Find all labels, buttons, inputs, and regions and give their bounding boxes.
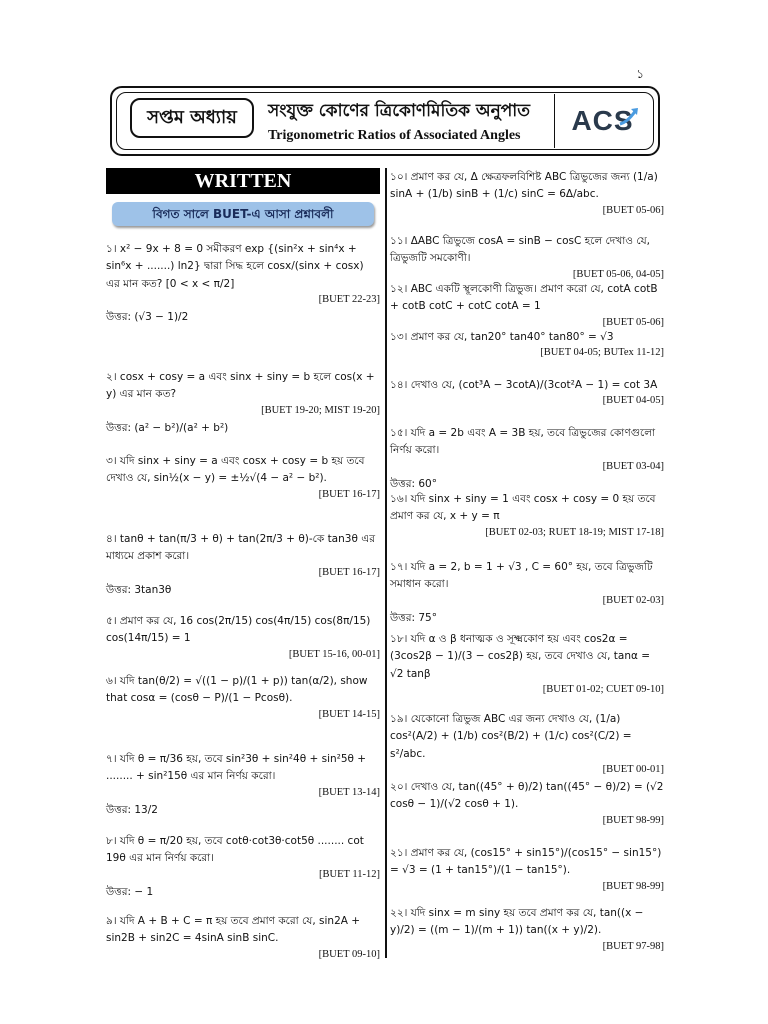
chapter-title-bn: সংযুক্ত কোণের ত্রিকোণমিতিক অনুপাত [268, 101, 530, 121]
question-text: ২০। দেখাও যে, tan((45° + θ)/2) tan((45° − θ)/2) = (√2 cosθ − 1)/(√2 cosθ + 1). [390, 781, 664, 811]
question-item [390, 424, 664, 492]
chapter-header [110, 86, 660, 156]
question-item [390, 280, 664, 331]
question-text: ২। cosx + cosy = a এবং sinx + siny = b হলে cos(x + y) এর মান কত? [106, 371, 375, 401]
section-subtitle: বিগত সালে BUET-এ আসা প্রশ্নাবলী [112, 202, 374, 226]
chapter-label: সপ্তম অধ্যায় [130, 98, 254, 138]
question-item [106, 452, 380, 503]
question-text: ৪। tanθ + tan(π/3 + θ) + tan(2π/3 + θ)-কে tan3θ এর মাধ্যমে প্রকাশ করো। [106, 533, 375, 563]
question-source: [BUET 05-06, 04-05] [572, 268, 664, 280]
question-source: [BUET 04-05; BUTex 11-12] [540, 347, 664, 359]
question-text: ৭। যদি θ = π/36 হয়, তবে sin²3θ + sin²4θ + sin²5θ + ........ + sin²15θ এর মান নির্ণয় করো। [106, 753, 367, 783]
question-item [106, 832, 380, 900]
question-item [390, 232, 664, 283]
question-text: ১। x² − 9x + 8 = 0 সমীকরণ exp {(sin²x + sin⁴x + sin⁶x + .......) ln2} দ্বারা সিদ্ধ হলে cosx/(sinx + cosx) এর মান কত? [0 < x < π/2] [106, 243, 364, 290]
question-text: ২১। প্রমাণ কর যে, (cos15° + sin15°)/(cos15° − sin15°) = √3 = (1 + tan15°)/(1 − tan15°). [390, 847, 662, 877]
question-item [106, 530, 380, 598]
question-text: ১১। ΔABC ত্রিভুজে cosA = sinB − cosC হলে দেখাও যে, ত্রিভুজটি সমকোণী। [390, 235, 650, 265]
question-source: [BUET 97-98] [602, 940, 664, 952]
question-item [390, 844, 664, 895]
left-column [106, 168, 380, 960]
question-item [390, 168, 664, 219]
question-source: [BUET 02-03; RUET 18-19; MIST 17-18] [485, 526, 664, 538]
question-source: [BUET 04-05] [602, 395, 664, 407]
question-item [390, 778, 664, 829]
question-text: ৯। যদি A + B + C = π হয় তবে প্রমাণ করো যে, sin2A + sin2B + sin2C = 4sinA sinB sinC. [106, 915, 361, 945]
question-source: [BUET 98-99] [602, 880, 664, 892]
arrow-icon [618, 106, 640, 128]
question-source: [BUET 01-02; CUET 09-10] [542, 683, 664, 695]
question-answer: উত্তর: − 1 [106, 885, 154, 898]
question-item [106, 240, 380, 325]
question-source: [BUET 09-10] [318, 948, 380, 960]
question-text: ১২। ABC একটি স্থূলকোণী ত্রিভুজ। প্রমাণ করো যে, cotA cotB + cotB cotC + cotC cotA = 1 [390, 283, 658, 313]
question-item [390, 710, 664, 778]
question-text: ১৯। যেকোনো ত্রিভুজ ABC এর জন্য দেখাও যে, (1/a) cos²(A/2) + (1/b) cos²(B/2) + (1/c) cos²(C/2) = s²/abc. [390, 713, 632, 760]
question-source: [BUET 05-06] [602, 204, 664, 216]
question-answer: উত্তর: 75° [390, 611, 437, 624]
question-item [390, 904, 664, 955]
question-answer: উত্তর: (a² − b²)/(a² + b²) [106, 421, 229, 434]
page-number: ১ [636, 67, 644, 81]
acs-logo [554, 94, 650, 148]
question-answer: উত্তর: 3tan3θ [106, 583, 172, 596]
question-source: [BUET 19-20; MIST 19-20] [261, 404, 380, 416]
question-source: [BUET 14-15] [318, 708, 380, 720]
question-source: [BUET 00-01] [602, 763, 664, 775]
column-divider [385, 168, 387, 958]
question-text: ২২। যদি sinx = m siny হয় তবে প্রমাণ কর যে, tan((x − y)/2) = ((m − 1)/(m + 1)) tan((x + y)/2). [390, 907, 644, 937]
question-text: ৬। যদি tan(θ/2) = √((1 − p)/(1 + p)) tan(α/2), show that cosα = (cosθ − P)/(1 − Pcosθ). [106, 675, 368, 705]
question-source: [BUET 16-17] [318, 488, 380, 500]
question-text: ১৩। প্রমাণ কর যে, tan20° tan40° tan80° = √3 [390, 331, 614, 343]
question-text: ১০। প্রমাণ কর যে, Δ ক্ষেত্রফলবিশিষ্ট ABC ত্রিভুজের জন্য (1/a) sinA + (1/b) sinB + (1/c) sinC = 6Δ/abc. [390, 171, 658, 201]
question-text: ১৪। দেখাও যে, (cot³A − 3cotA)/(3cot²A − 1) = cot 3A [390, 379, 658, 391]
question-answer: উত্তর: (√3 − 1)/2 [106, 311, 189, 324]
question-item [390, 630, 664, 698]
question-source: [BUET 02-03] [602, 594, 664, 606]
question-item [106, 750, 380, 818]
written-heading: WRITTEN [106, 168, 380, 194]
question-text: ১৭। যদি a = 2, b = 1 + √3 , C = 60° হয়, তবে ত্রিভুজটি সমাধান করো। [390, 561, 653, 591]
question-item [390, 376, 664, 410]
question-text: ১৮। যদি α ও β ধনাত্মক ও সূক্ষ্মকোণ হয় এবং cos2α = (3cos2β − 1)/(3 − cos2β) হয়, তবে দেখাও যে, tanα = √2 tanβ [390, 633, 651, 680]
question-source: [BUET 98-99] [602, 814, 664, 826]
question-text: ৩। যদি sinx + siny = a এবং cosx + cosy = b হয় তবে দেখাও যে, sin½(x − y) = ±½√(4 − a² − b²). [106, 455, 365, 485]
question-source: [BUET 22-23] [318, 293, 380, 305]
question-item [390, 558, 664, 626]
question-source: [BUET 13-14] [318, 786, 380, 798]
question-source: [BUET 11-12] [319, 868, 380, 880]
question-item [390, 328, 664, 362]
chapter-title-en: Trigonometric Ratios of Associated Angles [268, 128, 521, 143]
question-text: ১৬। যদি sinx + siny = 1 এবং cosx + cosy = 0 হয় তবে প্রমাণ কর যে, x + y = π [390, 493, 656, 523]
question-text: ৫। প্রমাণ কর যে, 16 cos(2π/15) cos(4π/15) cos(8π/15) cos(14π/15) = 1 [106, 615, 371, 645]
question-source: [BUET 15-16, 00-01] [288, 648, 380, 660]
question-source: [BUET 16-17] [318, 566, 380, 578]
question-answer: উত্তর: 60° [390, 477, 437, 490]
question-source: [BUET 03-04] [602, 460, 664, 472]
question-item [106, 368, 380, 436]
logo-text: ACS [571, 105, 634, 136]
question-item [390, 490, 664, 541]
question-answer: উত্তর: 13/2 [106, 803, 158, 816]
question-item [106, 672, 380, 723]
question-item [106, 612, 380, 663]
question-source: [BUET 05-06] [602, 316, 664, 328]
question-item [106, 912, 380, 963]
question-text: ১৫। যদি a = 2b এবং A = 3B হয়, তবে ত্রিভুজের কোণগুলো নির্ণয় করো। [390, 427, 656, 457]
question-text: ৮। যদি θ = π/20 হয়, তবে cotθ·cot3θ·cot5θ ........ cot 19θ এর মান নির্ণয় করো। [106, 835, 364, 865]
